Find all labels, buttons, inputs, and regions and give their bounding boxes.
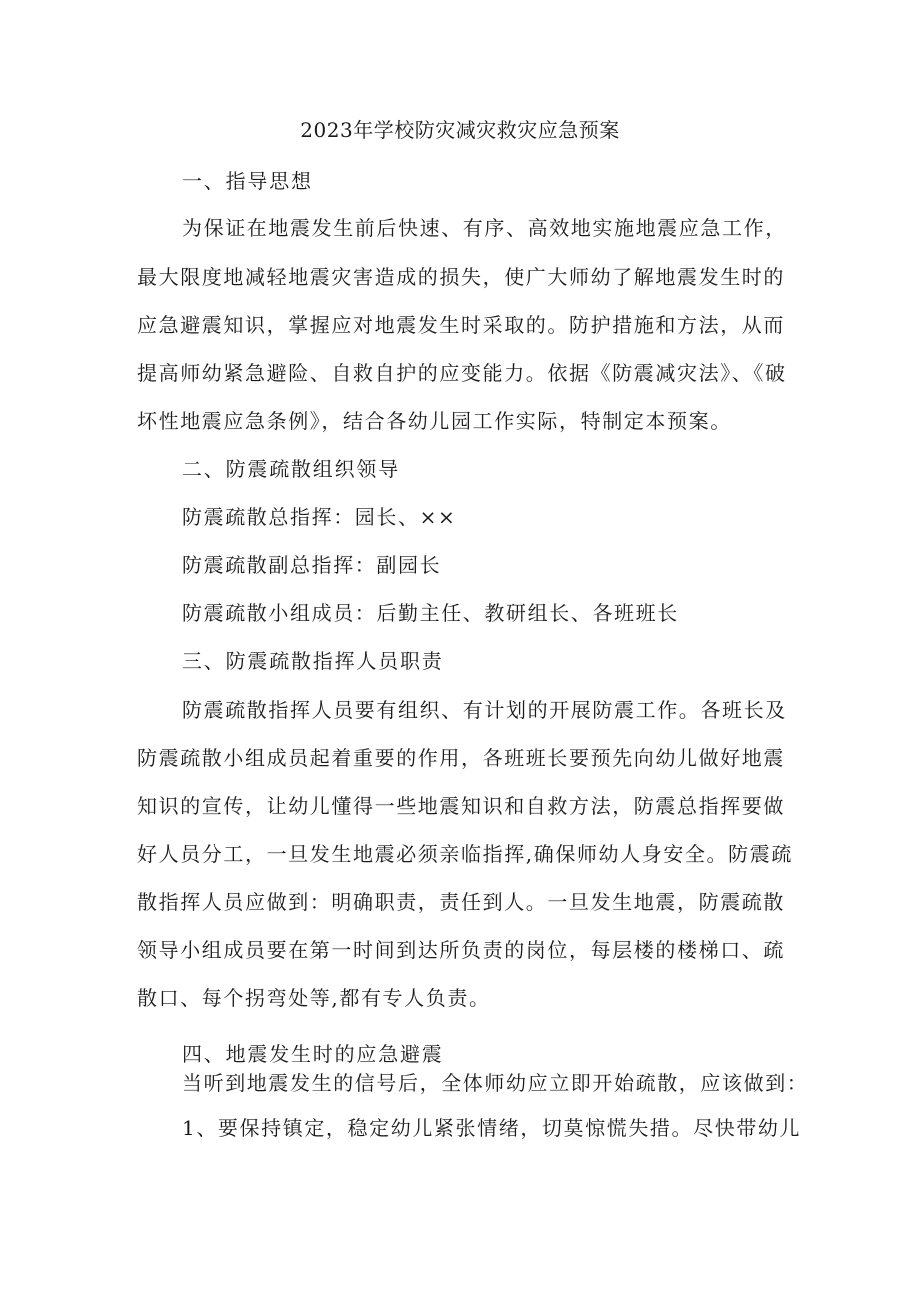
paragraph-line: 应急避震知识，掌握应对地震发生时采取的。防护措施和方法，从而: [137, 313, 785, 337]
list-item: 防震疏散小组成员：后勤主任、教研组长、各班班长: [182, 601, 679, 625]
paragraph-line: 防震疏散指挥人员要有组织、有计划的开展防震工作。各班长及: [182, 698, 787, 722]
section-heading-4: 四、地震发生时的应急避震: [182, 1042, 444, 1066]
paragraph-line: 提高师幼紧急避险、自救自护的应变能力。依据《防震减灾法》、《破: [137, 361, 787, 385]
section-heading-1: 一、指导思想: [182, 169, 313, 193]
paragraph-line: 为保证在地震发生前后快速、有序、高效地实施地震应急工作，: [182, 216, 787, 240]
paragraph-line: 领导小组成员要在第一时间到达所负责的岗位，每层楼的楼梯口、疏: [137, 938, 785, 962]
section-heading-2: 二、防震疏散组织领导: [182, 457, 400, 481]
paragraph-line: 好人员分工，一旦发生地震必须亲临指挥,确保师幼人身安全。防震疏: [137, 842, 793, 866]
list-item: 防震疏散副总指挥：副园长: [182, 553, 442, 577]
paragraph-line: 知识的宣传，让幼儿懂得一些地震知识和自救方法，防震总指挥要做: [137, 794, 785, 818]
section-heading-3: 三、防震疏散指挥人员职责: [182, 649, 444, 673]
paragraph-line: 坏性地震应急条例》，结合各幼儿园工作实际，特制定本预案。: [137, 409, 732, 433]
paragraph-line: 散口、每个拐弯处等,都有专人负责。: [137, 986, 491, 1010]
paragraph-line: 防震疏散小组成员起着重要的作用，各班班长要预先向幼儿做好地震: [137, 746, 785, 770]
paragraph-line: 1、要保持镇定，稳定幼儿紧张情绪，切莫惊慌失措。尽快带幼儿: [182, 1116, 802, 1140]
paragraph-line: 当听到地震发生的信号后，全体师幼应立即开始疏散，应该做到：: [182, 1071, 809, 1095]
list-item: 防震疏散总指挥：园长、××: [182, 505, 457, 529]
document-title: 2023年学校防灾减灾救灾应急预案: [300, 118, 620, 142]
paragraph-line: 散指挥人员应做到：明确职责，责任到人。一旦发生地震，防震疏散: [137, 890, 785, 914]
paragraph-line: 最大限度地减轻地震灾害造成的损失，使广大师幼了解地震发生时的: [137, 265, 785, 289]
